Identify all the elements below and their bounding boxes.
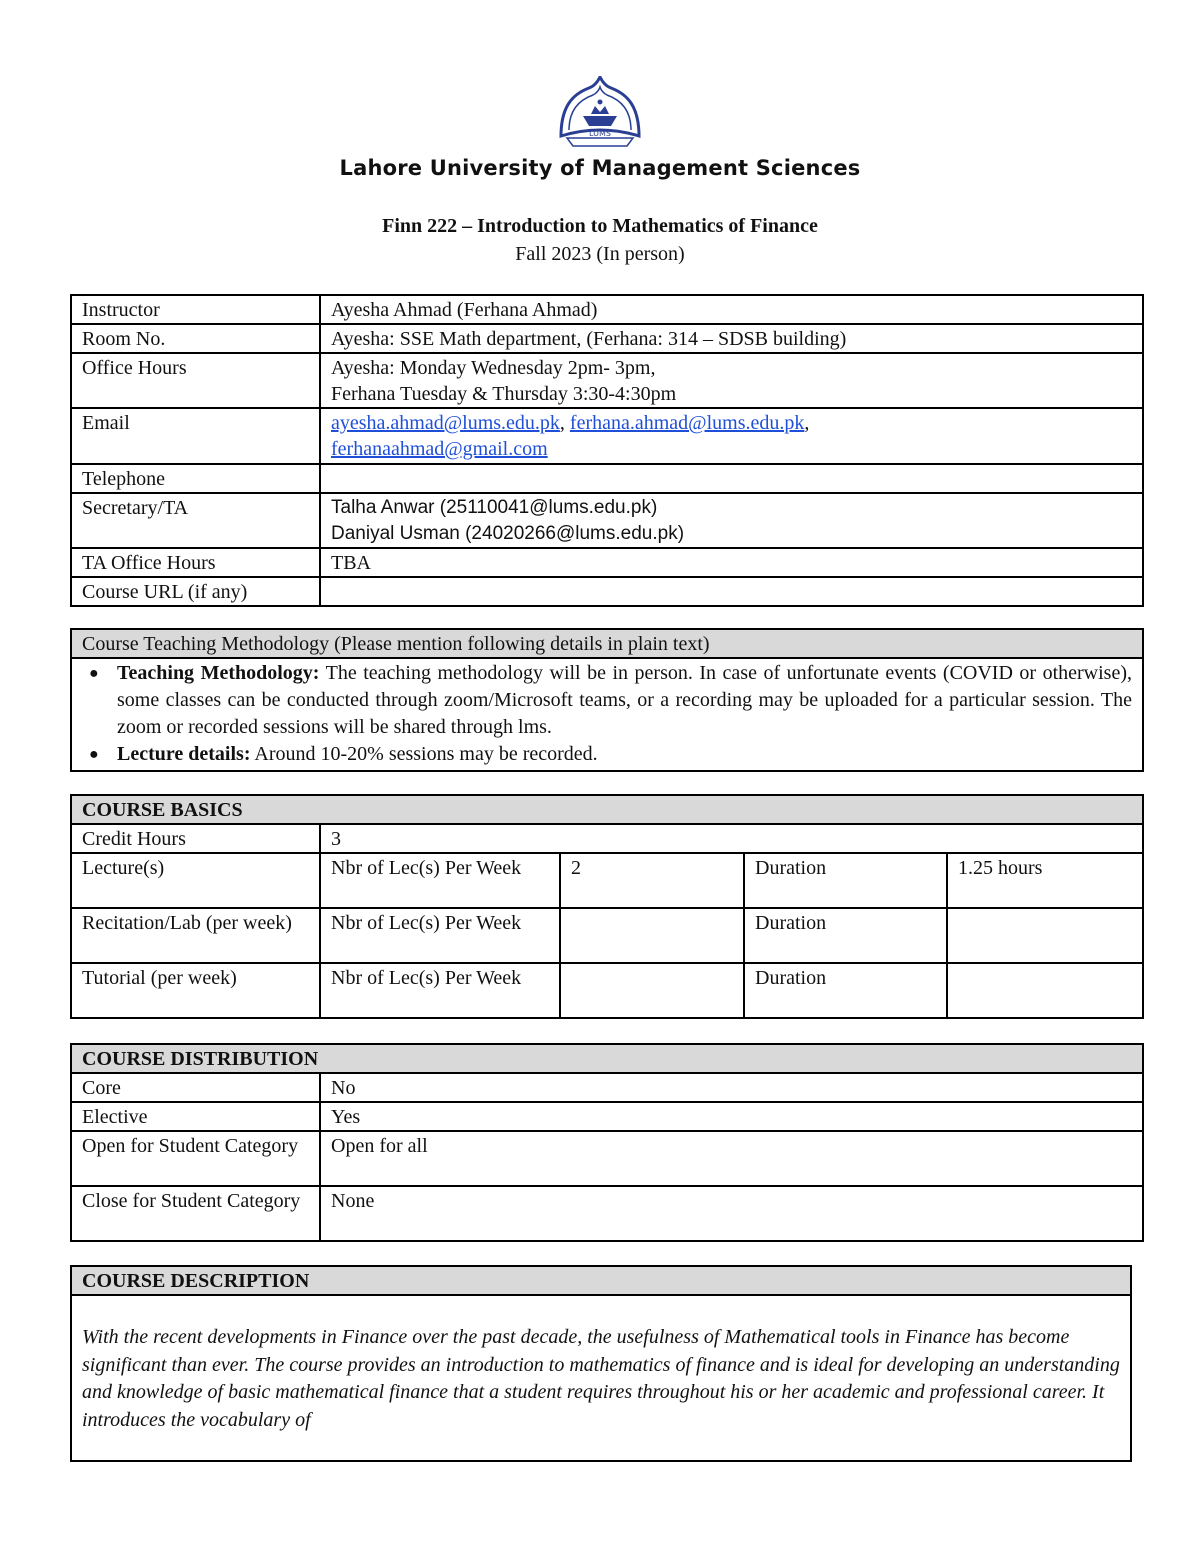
- tutorial-nbr-label: Nbr of Lec(s) Per Week: [320, 963, 560, 1018]
- ta-line: Talha Anwar (25110041@lums.edu.pk): [331, 497, 658, 518]
- methodology-heading: Course Teaching Methodology (Please mention following details in plain text): [71, 629, 1143, 658]
- core-label: Core: [71, 1073, 320, 1102]
- university-name: Lahore University of Management Sciences: [339, 156, 861, 180]
- email-label: Email: [71, 408, 320, 464]
- room-value: Ayesha: SSE Math department, (Ferhana: 314 – SDSB building): [320, 324, 1143, 353]
- table-row: [71, 1073, 1143, 1102]
- lecture-details-text: Around 10-20% sessions may be recorded.: [250, 743, 598, 765]
- table-row: [71, 658, 1143, 771]
- office-hours-value: [320, 353, 1143, 408]
- table-row: [71, 577, 1143, 606]
- table-row: [71, 353, 1143, 408]
- lecture-details-label: Lecture details:: [117, 743, 251, 765]
- tutorial-duration-label: Duration: [744, 963, 947, 1018]
- instructor-value: Ayesha Ahmad (Ferhana Ahmad): [320, 295, 1143, 324]
- course-url-label: Course URL (if any): [71, 577, 320, 606]
- course-basics-heading: COURSE BASICS: [71, 795, 1143, 824]
- elective-label: Elective: [71, 1102, 320, 1131]
- close-category-value: None: [320, 1186, 1143, 1241]
- office-hours-line: Ayesha: Monday Wednesday 2pm- 3pm,: [331, 357, 656, 379]
- open-category-value: Open for all: [320, 1131, 1143, 1186]
- lecture-nbr-value: 2: [560, 853, 744, 908]
- recitation-nbr-label: Nbr of Lec(s) Per Week: [320, 908, 560, 963]
- email-separator: ,: [804, 412, 810, 434]
- email-link[interactable]: ayesha.ahmad@lums.edu.pk: [331, 412, 560, 434]
- course-distribution-heading: COURSE DISTRIBUTION: [71, 1044, 1143, 1073]
- open-category-label: Open for Student Category: [71, 1131, 320, 1186]
- bullet-icon: ●: [89, 746, 99, 763]
- course-title: Finn 222 – Introduction to Mathematics of Finance: [382, 215, 818, 237]
- email-value: [320, 408, 1143, 464]
- course-description-table: [70, 1265, 1132, 1462]
- secretary-value: [320, 493, 1143, 548]
- tutorial-nbr-value: [560, 963, 744, 1018]
- lecture-duration-value: 1.25 hours: [947, 853, 1143, 908]
- telephone-value: [320, 464, 1143, 493]
- table-row: [71, 548, 1143, 577]
- course-distribution-table: [70, 1043, 1144, 1242]
- ta-line: Daniyal Usman (24020266@lums.edu.pk): [331, 523, 685, 544]
- table-row: [71, 795, 1143, 824]
- list-item: [89, 660, 1132, 741]
- table-row: [71, 1295, 1131, 1461]
- recitation-nbr-value: [560, 908, 744, 963]
- lums-logo: [553, 76, 647, 148]
- tutorial-label: Tutorial (per week): [71, 963, 320, 1018]
- ta-office-hours-label: TA Office Hours: [71, 548, 320, 577]
- course-term: Fall 2023 (In person): [515, 243, 685, 265]
- table-row: [71, 963, 1143, 1018]
- room-label: Room No.: [71, 324, 320, 353]
- table-row: [71, 1131, 1143, 1186]
- credit-hours-value: 3: [320, 824, 1143, 853]
- instructor-label: Instructor: [71, 295, 320, 324]
- lecture-label: Lecture(s): [71, 853, 320, 908]
- table-row: [71, 464, 1143, 493]
- table-row: [71, 1044, 1143, 1073]
- table-row: [71, 1186, 1143, 1241]
- secretary-label: Secretary/TA: [71, 493, 320, 548]
- email-separator: ,: [559, 412, 570, 434]
- elective-value: Yes: [320, 1102, 1143, 1131]
- table-row: [71, 629, 1143, 658]
- logo-text: LUMS: [589, 129, 611, 138]
- methodology-label: Teaching Methodology:: [117, 662, 320, 684]
- office-hours-label: Office Hours: [71, 353, 320, 408]
- instructor-info-table: [70, 294, 1144, 607]
- recitation-duration-value: [947, 908, 1143, 963]
- email-link[interactable]: ferhana.ahmad@lums.edu.pk: [569, 412, 805, 434]
- recitation-label: Recitation/Lab (per week): [71, 908, 320, 963]
- close-category-label: Close for Student Category: [71, 1186, 320, 1241]
- methodology-table: [70, 628, 1144, 772]
- table-row: [71, 908, 1143, 963]
- bullet-icon: ●: [89, 665, 99, 682]
- lecture-duration-label: Duration: [744, 853, 947, 908]
- methodology-text: The teaching methodology will be in person. In case of unfortunate events (COVID or otherwise), some classes can be conducted through zoom/Microsoft teams, or a recording may be uploaded for a particular session. The zoom or recorded sessions will be shared through lms.: [117, 662, 1132, 738]
- table-row: [71, 493, 1143, 548]
- table-row: [71, 853, 1143, 908]
- credit-hours-label: Credit Hours: [71, 824, 320, 853]
- ta-office-hours-value: TBA: [320, 548, 1143, 577]
- office-hours-line: Ferhana Tuesday & Thursday 3:30-4:30pm: [331, 383, 677, 405]
- telephone-label: Telephone: [71, 464, 320, 493]
- email-link[interactable]: ferhanaahmad@gmail.com: [331, 438, 548, 460]
- course-description-text: With the recent developments in Finance over the past decade, the usefulness of Mathematical tools in Finance has become significant than ever. The course provides an introduction to mathematics of finance and is ideal for developing an understanding and knowledge of basic mathematical finance that a student requires throughout his or her academic and professional career. It introduces the vocabulary of: [71, 1295, 1131, 1461]
- table-row: [71, 295, 1143, 324]
- course-description-heading: COURSE DESCRIPTION: [71, 1266, 1131, 1295]
- lecture-nbr-label: Nbr of Lec(s) Per Week: [320, 853, 560, 908]
- methodology-body: [71, 658, 1143, 771]
- table-row: [71, 324, 1143, 353]
- table-row: [71, 1102, 1143, 1131]
- list-item: [89, 741, 1132, 768]
- recitation-duration-label: Duration: [744, 908, 947, 963]
- course-url-value: [320, 577, 1143, 606]
- tutorial-duration-value: [947, 963, 1143, 1018]
- course-basics-table: [70, 794, 1144, 1019]
- table-row: [71, 824, 1143, 853]
- table-row: [71, 408, 1143, 464]
- table-row: [71, 1266, 1131, 1295]
- core-value: No: [320, 1073, 1143, 1102]
